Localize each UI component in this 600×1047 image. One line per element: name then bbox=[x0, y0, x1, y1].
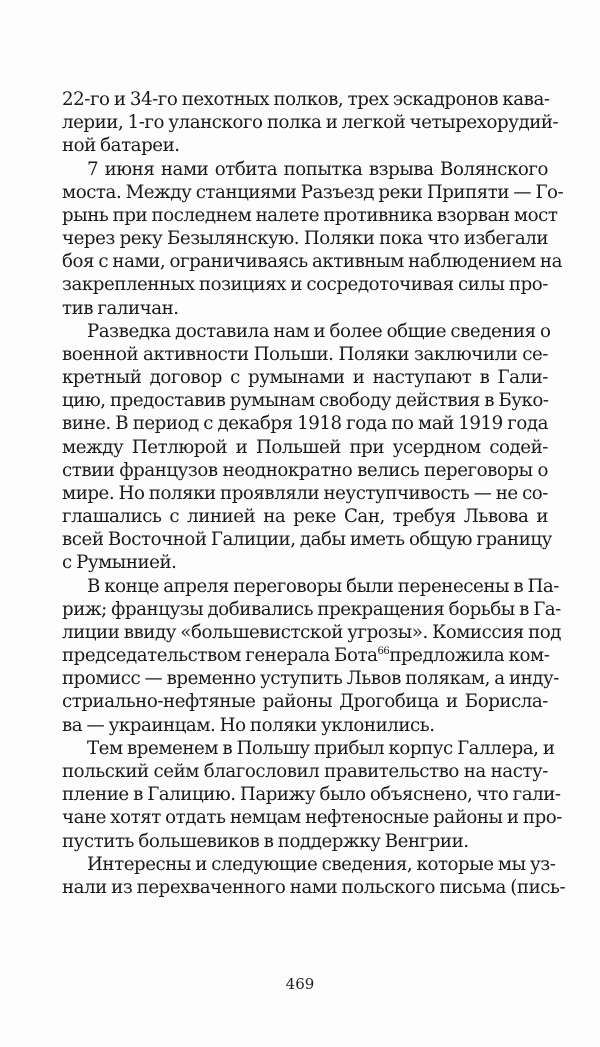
text-line: 7 июня нами отбита попытка взрыва Волянского bbox=[87, 158, 548, 180]
text-segment: предложила ком- bbox=[389, 645, 550, 667]
paragraph bbox=[62, 88, 559, 158]
text-line: Интересны и следующие сведения, которые мы уз- bbox=[87, 853, 556, 875]
text-line: лиции ввиду «большевистской угрозы». Комиссия под bbox=[62, 621, 562, 643]
body-text bbox=[62, 88, 566, 899]
text-line: Тем временем в Польшу прибыл корпус Галлера, и bbox=[87, 737, 555, 759]
text-line: между Петлюрой и Польшей при усердном содей- bbox=[62, 436, 548, 458]
text-line: с Румынией. bbox=[62, 552, 177, 574]
text-line: ной батареи. bbox=[62, 135, 180, 157]
text-line: Разведка доставила нам и более общие сведения о bbox=[87, 320, 551, 342]
text-line: боя с нами, ограничиваясь активным наблюдением на bbox=[62, 251, 562, 273]
paragraph bbox=[62, 575, 562, 737]
text-line: ствии французов неоднократно велись переговоры о bbox=[62, 459, 548, 481]
footnote-reference[interactable]: 66 bbox=[377, 646, 390, 658]
paragraph bbox=[62, 320, 552, 575]
text-line: промисс — временно уступить Львов полякам, а инду- bbox=[62, 668, 559, 690]
text-line: кретный договор с румынами и наступают в Гали- bbox=[62, 367, 548, 389]
paragraph bbox=[62, 853, 566, 899]
text-line: стриально-нефтяные районы Дрогобица и Борисла- bbox=[62, 691, 548, 713]
text-line: военной активности Польши. Поляки заключили се- bbox=[62, 343, 548, 365]
text-line: пустить большевиков в поддержку Венгрии. bbox=[62, 830, 469, 852]
text-line bbox=[62, 644, 548, 667]
text-line: лерии, 1-го уланского полка и легкой четырехорудий- bbox=[62, 112, 559, 134]
text-line: мире. Но поляки проявляли неуступчивость — не со- bbox=[62, 482, 548, 504]
text-line: тив галичан. bbox=[62, 297, 179, 319]
text-line: через реку Безылянскую. Поляки пока что избегали bbox=[62, 228, 548, 250]
paragraph bbox=[62, 158, 564, 320]
text-line: польский сейм благословил правительство на насту- bbox=[62, 760, 548, 782]
text-line: риж; французы добивались прекращения борьбы в Га- bbox=[62, 598, 561, 620]
text-line: цию, предоставив румынам свободу действия в Буко- bbox=[62, 390, 549, 412]
text-line: моста. Между станциями Разъезд реки Припяти — Го- bbox=[62, 181, 564, 203]
text-line: нали из перехваченного нами польского письма (пись- bbox=[62, 876, 566, 898]
text-line: закрепленных позициях и сосредоточивая силы про- bbox=[62, 274, 548, 296]
text-line: всей Восточной Галиции, дабы иметь общую границу bbox=[62, 529, 552, 551]
text-line: пление в Галицию. Парижу было объяснено, что гали- bbox=[62, 784, 561, 806]
text-line: чане хотят отдать немцам нефтеносные районы и про- bbox=[62, 807, 562, 829]
text-line: ва — украинцам. Но поляки уклонились. bbox=[62, 714, 435, 736]
text-line: 22-го и 34-го пехотных полков, трех эскадронов кава- bbox=[62, 89, 550, 110]
text-line: рынь при последнем налете противника взорван мост bbox=[62, 204, 558, 226]
page-number: 469 bbox=[285, 975, 315, 993]
text-line: В конце апреля переговоры были перенесены в Па- bbox=[87, 575, 559, 597]
text-segment: председательством генерала Бота$^{66}$ bbox=[62, 645, 390, 667]
text-line: вине. В период с декабря 1918 года по май 1919 года bbox=[62, 413, 548, 435]
text-line: глашались с линией на реке Сан, требуя Львова и bbox=[62, 506, 548, 528]
paragraph bbox=[62, 737, 562, 853]
